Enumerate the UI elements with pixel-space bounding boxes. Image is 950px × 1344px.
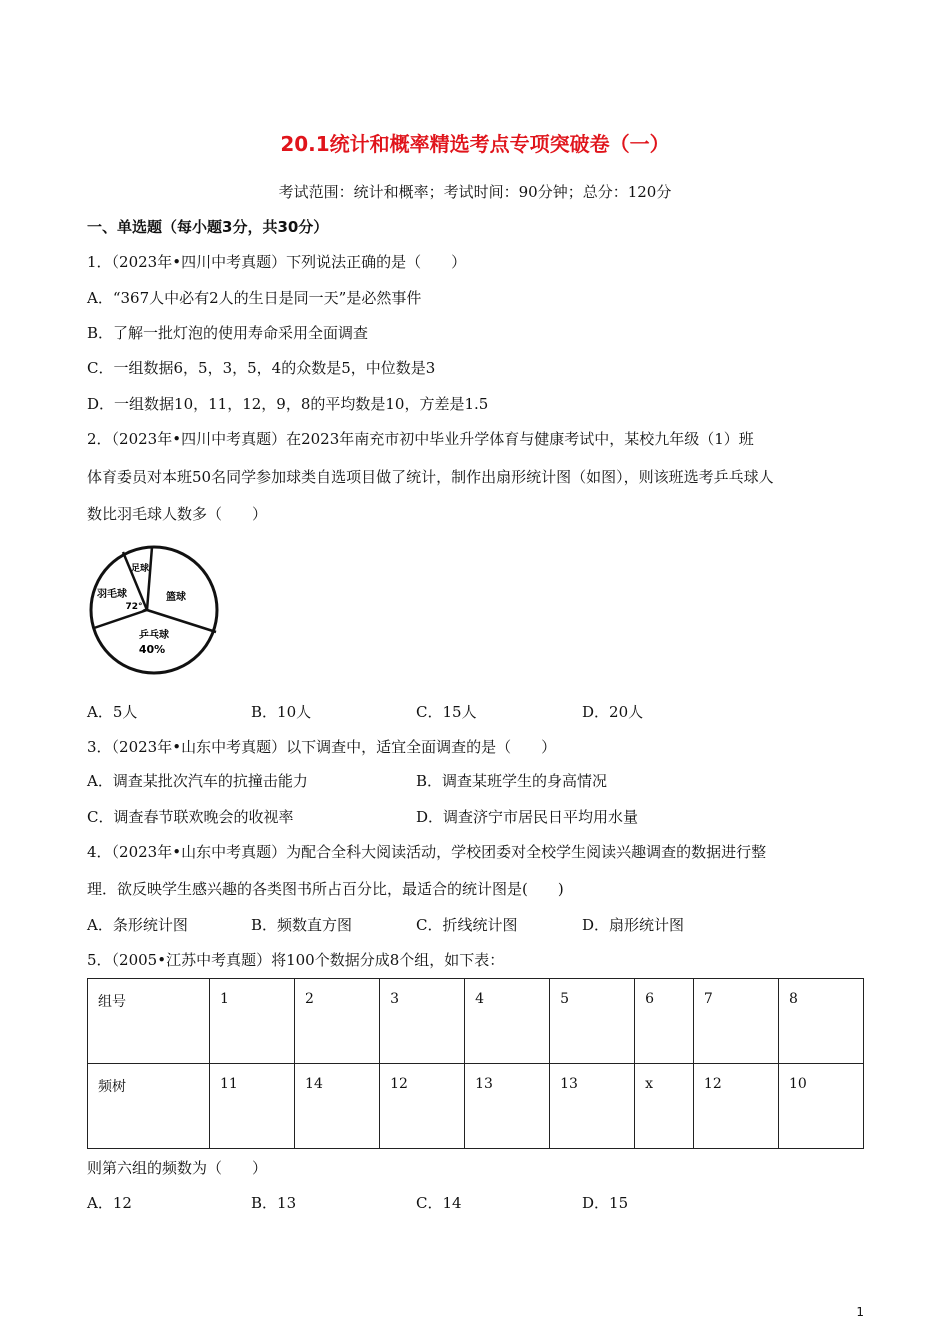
pie-chart (88, 540, 222, 678)
exam-info: 考试范围：统计和概率；考试时间：90分钟；总分：120分 (278, 183, 672, 201)
table-cell: 12 (693, 1064, 778, 1149)
page-number: 1 (856, 1305, 864, 1319)
pie-divider-basketball-pingpong (147, 610, 216, 632)
q2-option-c: C．15人 (416, 703, 477, 721)
table-cell: 2 (295, 979, 380, 1064)
q4-option-b: B．频数直方图 (251, 916, 353, 934)
table-cell: 7 (693, 979, 778, 1064)
pie-label-football: 足球 (130, 564, 150, 574)
table-cell: 3 (380, 979, 465, 1064)
section-heading: 一、单选题（每小题3分，共30分） (87, 218, 329, 236)
pie-label-badminton: 羽毛球 (97, 589, 127, 600)
table-cell: 12 (380, 1064, 465, 1149)
q2-line3: 数比羽毛球人数多（ ） (87, 505, 268, 523)
pie-label-angle: 72° (125, 602, 143, 612)
q2-option-a: A．5人 (87, 703, 138, 721)
q2-option-b: B．10人 (251, 703, 312, 721)
pie-label-basketball: 篮球 (166, 592, 186, 603)
table-cell: 频树 (88, 1064, 210, 1149)
frequency-table (87, 978, 864, 1149)
q2-line1: 2．（2023年•四川中考真题）在2023年南充市初中毕业升学体育与健康考试中，某校九年级（1）班 (87, 430, 754, 448)
pie-divider-football-basketball (147, 547, 152, 610)
pie-label-percent: 40% (138, 643, 166, 656)
q3-option-a: A．调查某批次汽车的抗撞击能力 (87, 772, 308, 790)
q2-option-d: D．20人 (582, 703, 644, 721)
page-title: 20.1统计和概率精选考点专项突破卷（一） (280, 132, 670, 156)
q4-option-d: D．扇形统计图 (582, 916, 685, 934)
q1-option-d: D．一组数据10，11，12，9，8的平均数是10，方差是1.5 (87, 395, 489, 413)
table-cell: 14 (295, 1064, 380, 1149)
q5-option-b: B．13 (251, 1194, 297, 1212)
table-cell: 8 (778, 979, 863, 1064)
q1-stem: 1．（2023年•四川中考真题）下列说法正确的是（ ） (87, 253, 467, 271)
q3-option-c: C．调查春节联欢晚会的收视率 (87, 808, 294, 826)
table-cell: 11 (210, 1064, 295, 1149)
q3-option-b: B．调查某班学生的身高情况 (416, 772, 608, 790)
q4-option-a: A．条形统计图 (87, 916, 188, 934)
table-cell: 6 (635, 979, 694, 1064)
table-row-group (88, 979, 864, 1064)
table-cell: 组号 (88, 979, 210, 1064)
q3-option-d: D．调查济宁市居民日平均用水量 (416, 808, 639, 826)
q2-line2: 体育委员对本班50名同学参加球类自选项目做了统计，制作出扇形统计图（如图），则该班选考乒乓球人 (87, 468, 774, 486)
q5-question: 则第六组的频数为（ ） (87, 1159, 268, 1177)
q1-option-a: A．“367人中必有2人的生日是同一天”是必然事件 (87, 289, 422, 307)
table-cell: x (635, 1064, 694, 1149)
table-cell: 1 (210, 979, 295, 1064)
table-cell: 4 (465, 979, 550, 1064)
table-cell: 5 (550, 979, 635, 1064)
table-row-frequency (88, 1064, 864, 1149)
q5-stem: 5．（2005•江苏中考真题）将100个数据分成8个组，如下表： (87, 951, 505, 969)
q3-stem: 3．（2023年•山东中考真题）以下调查中，适宜全面调查的是（ ） (87, 738, 557, 756)
q5-option-d: D．15 (582, 1194, 629, 1212)
table-cell: 10 (778, 1064, 863, 1149)
q4-option-c: C．折线统计图 (416, 916, 518, 934)
q1-option-b: B．了解一批灯泡的使用寿命采用全面调查 (87, 324, 369, 342)
q4-line1: 4．（2023年•山东中考真题）为配合全科大阅读活动，学校团委对全校学生阅读兴趣调查的数据进行整 (87, 843, 767, 861)
q1-option-c: C．一组数据6，5，3，5，4的众数是5，中位数是3 (87, 359, 436, 377)
pie-label-pingpong: 乒乓球 (139, 630, 169, 641)
table-cell: 13 (465, 1064, 550, 1149)
pie-divider-badminton-pingpong (94, 610, 147, 628)
q5-option-c: C．14 (416, 1194, 462, 1212)
q4-line2: 理．欲反映学生感兴趣的各类图书所占百分比，最适合的统计图是( ) (87, 880, 564, 898)
q5-option-a: A．12 (87, 1194, 132, 1212)
table-cell: 13 (550, 1064, 635, 1149)
